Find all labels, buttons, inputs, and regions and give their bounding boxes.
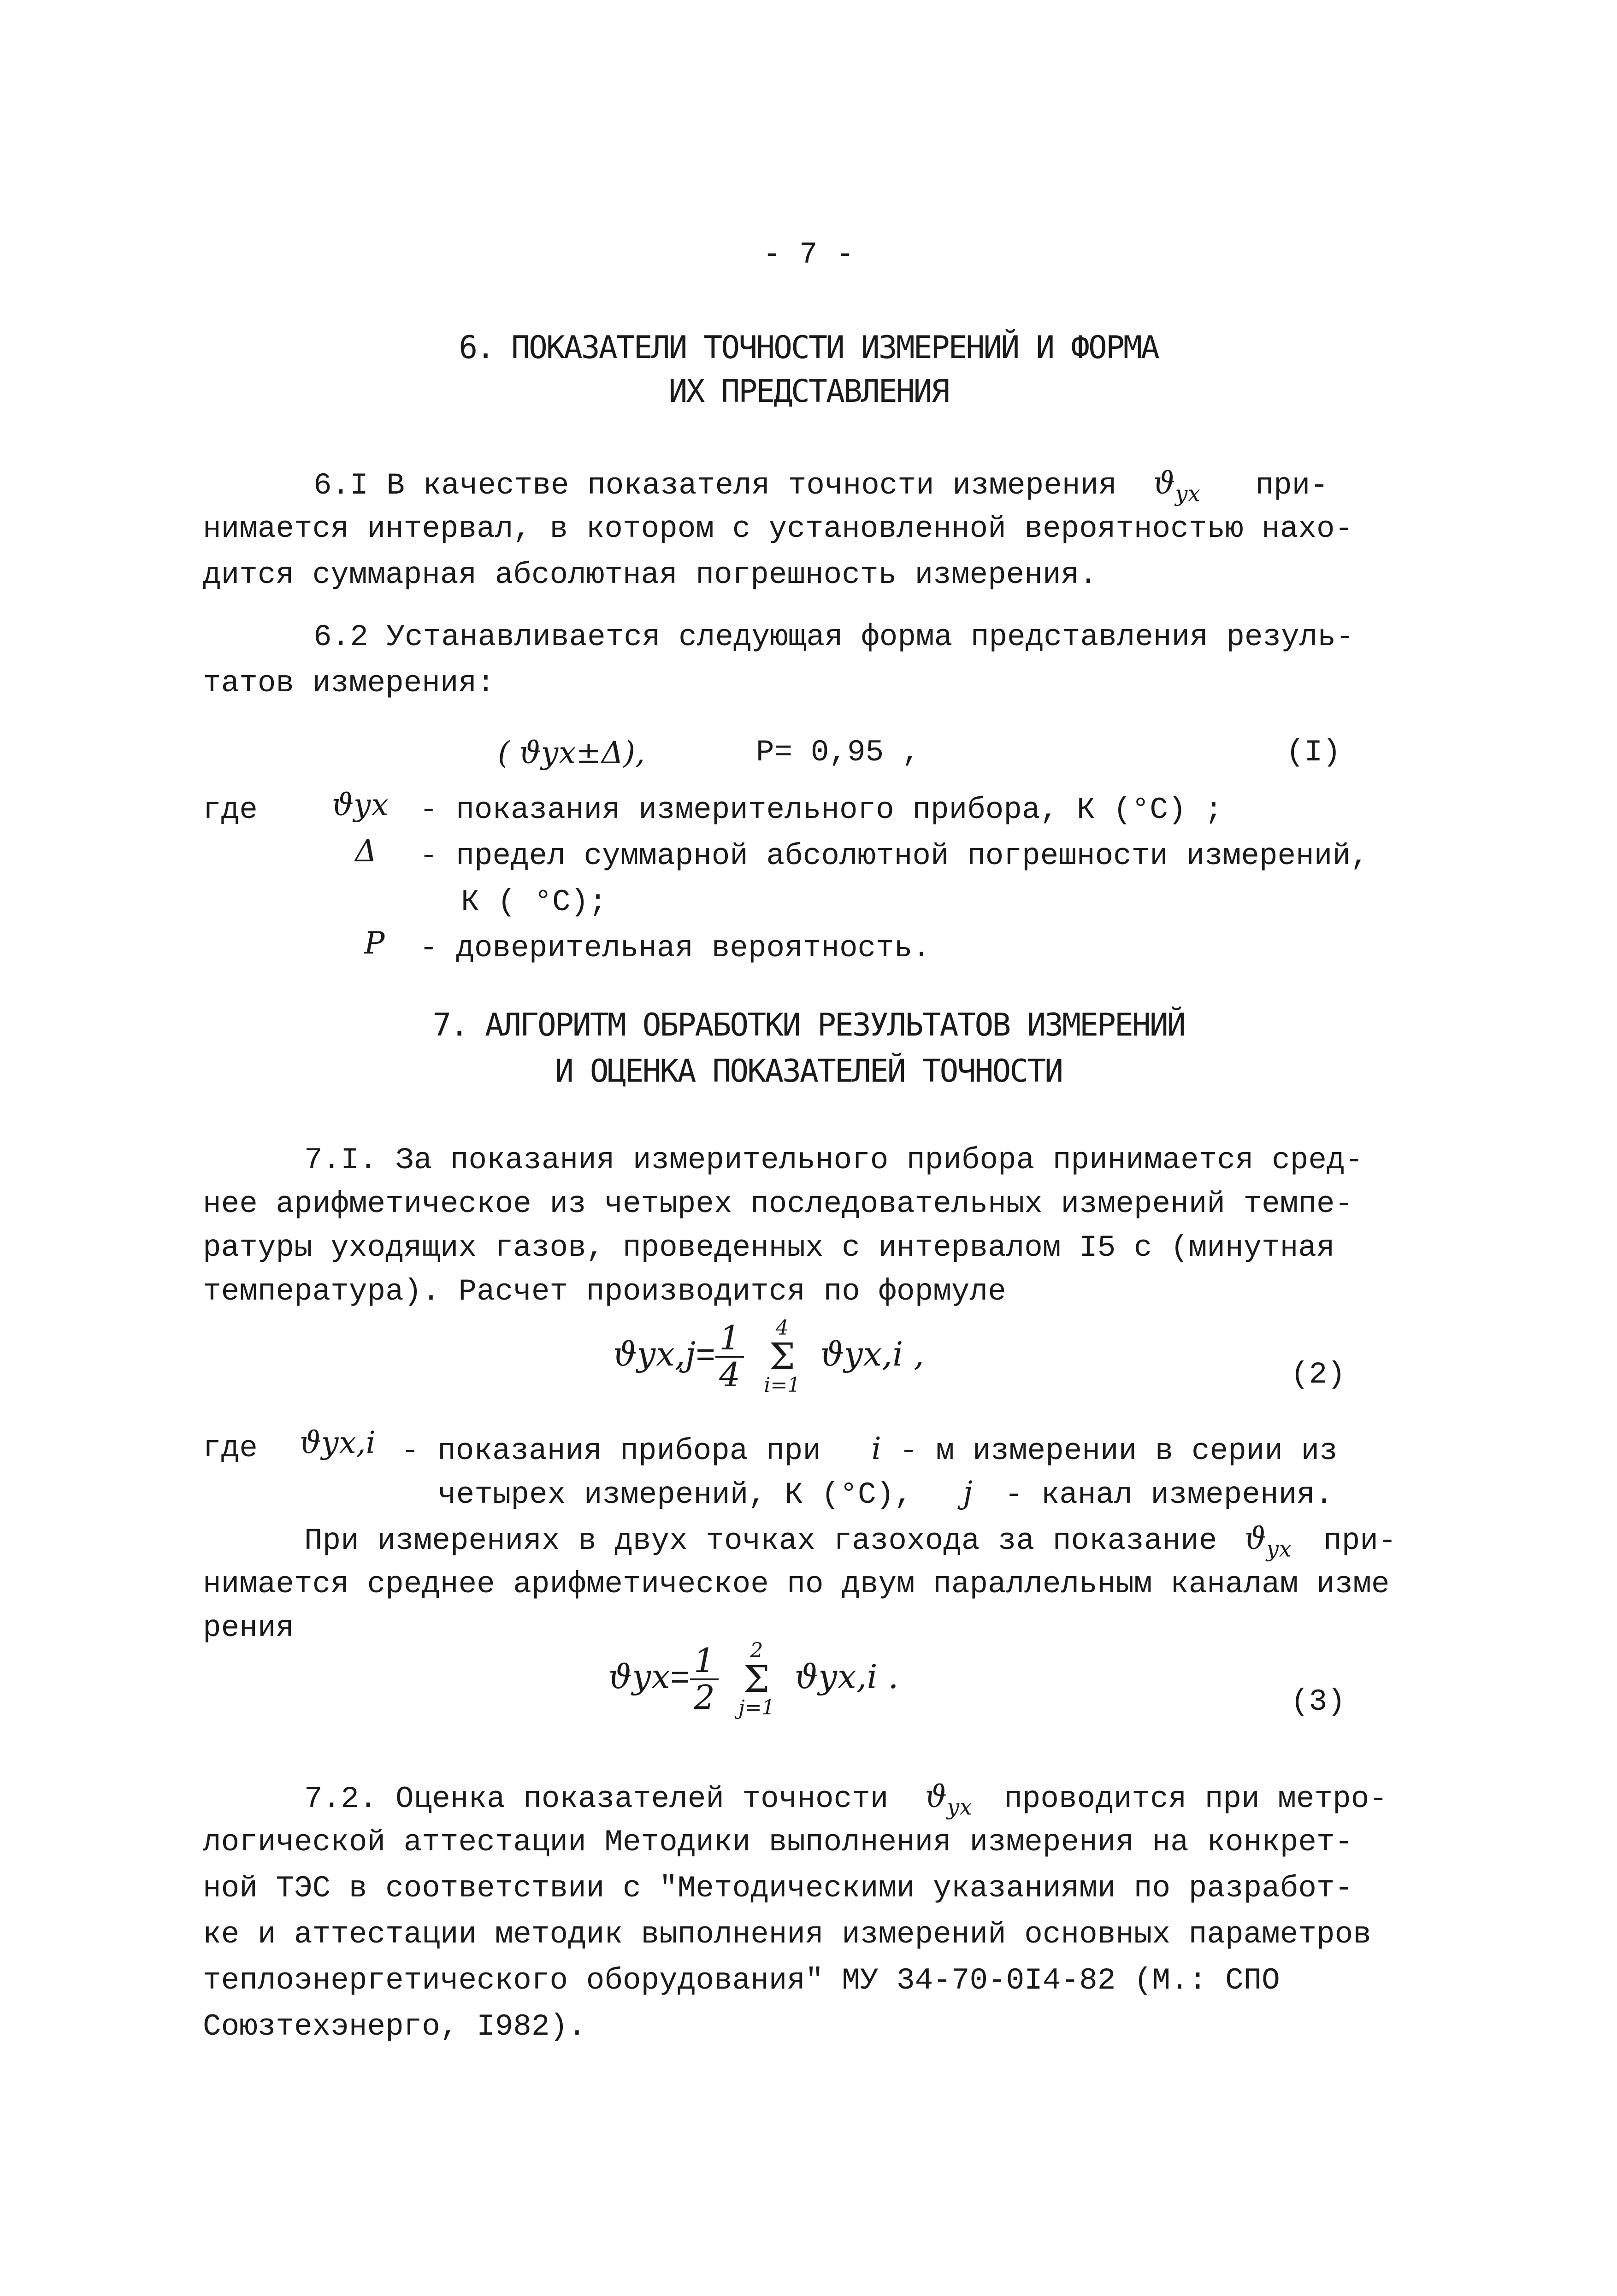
formula-1-expr: ( ϑух±Δ), bbox=[498, 735, 645, 771]
p72-line1-tail: проводится при метро- bbox=[1004, 1782, 1387, 1816]
formula-2-fraction bbox=[715, 1321, 744, 1392]
formula-3-sum bbox=[738, 1641, 775, 1718]
formula-2-sum-top: 4 bbox=[775, 1316, 789, 1340]
def-text-p: - доверительная вероятность. bbox=[419, 931, 931, 965]
p71-line2: нее арифметическое из четырех последовательных измерений темпе- bbox=[203, 1187, 1353, 1221]
formula-3-sum-top: 2 bbox=[750, 1639, 763, 1662]
p72-line1 bbox=[304, 1779, 1387, 1820]
formula-3-term: ϑух,i . bbox=[794, 1657, 899, 1696]
p72-line4: ке и аттестации методик выполнения измерений основных параметров bbox=[203, 1917, 1371, 1952]
p61-line1 bbox=[313, 465, 1328, 507]
formula-2-numerator: 1 bbox=[715, 1321, 744, 1358]
p72-line5: теплоэнергетического оборудования" МУ 34-70-0I4-82 (М.: СПО bbox=[203, 1963, 1280, 1998]
formula-3-eq: = bbox=[670, 1660, 690, 1699]
where2-line1-b: - м измерении в серии из bbox=[899, 1434, 1338, 1468]
p61-line1-text: 6.I В качестве показателя точности измерения bbox=[313, 468, 1117, 503]
p-two-points-line2: нимается среднее арифметическое по двум параллельным каналам изме bbox=[203, 1567, 1390, 1601]
formula-1-probability: P= 0,95 , bbox=[756, 735, 921, 770]
sigma-icon: Σ bbox=[769, 1335, 796, 1378]
theta-yx-symbol-3: $ϑ_{ух}$ bbox=[925, 1779, 972, 1820]
p61-line3: дится суммарная абсолютная погрешность измерения. bbox=[203, 558, 1098, 592]
formula-3-fraction bbox=[690, 1643, 719, 1715]
def-text-delta: - предел суммарной абсолютной погрешности измерений, bbox=[419, 839, 1369, 873]
formula-3-numerator: 1 bbox=[690, 1643, 719, 1680]
where2-line1-sym: i bbox=[871, 1431, 881, 1466]
def-symbol-delta: Δ bbox=[355, 833, 377, 869]
where2-line2 bbox=[438, 1475, 1333, 1512]
p-two-points-line1-text: При измерениях в двух точках газохода за показание bbox=[304, 1524, 1217, 1558]
where2-line2-sym: j bbox=[963, 1475, 973, 1510]
def-text-theta: - показания измерительного прибора, К (°С) ; bbox=[419, 793, 1223, 827]
formula-2-sum-bottom: i=1 bbox=[764, 1373, 801, 1397]
formula-2-sum bbox=[764, 1318, 800, 1395]
formula-3 bbox=[608, 1641, 898, 1718]
sigma-icon: Σ bbox=[744, 1658, 770, 1701]
p72-line6: Союзтехэнерго, I982). bbox=[203, 2009, 586, 2044]
p72-line2: логической аттестации Методики выполнения измерения на конкрет- bbox=[203, 1825, 1353, 1860]
where2-symbol: ϑух,i bbox=[300, 1425, 376, 1460]
def-symbol-p: P bbox=[364, 925, 385, 961]
p61-line1-tail: при- bbox=[1255, 468, 1328, 503]
section-7-title-line1: 7. АЛГОРИТМ ОБРАБОТКИ РЕЗУЛЬТАТОВ ИЗМЕРЕНИЙ bbox=[432, 1007, 1185, 1043]
formula-3-number: (3) bbox=[1291, 1684, 1346, 1719]
p-two-points-line3: рения bbox=[203, 1611, 295, 1645]
section-6-title-line1: 6. ПОКАЗАТЕЛИ ТОЧНОСТИ ИЗМЕРЕНИЙ И ФОРМА bbox=[459, 330, 1158, 366]
formula-3-denominator: 2 bbox=[694, 1678, 715, 1717]
p62-line2: татов измерения: bbox=[203, 666, 495, 701]
p72-line3: ной ТЭС в соответствии с "Методическими указаниями по разработ- bbox=[203, 1871, 1353, 1906]
formula-1-expression bbox=[498, 735, 645, 772]
p61-line2: нимается интервал, в котором с установленной вероятностью нахо- bbox=[203, 512, 1353, 546]
formula-1-number: (I) bbox=[1286, 735, 1341, 770]
where2-line2-a: четырех измерений, К (°С), bbox=[438, 1478, 913, 1512]
p71-line1: 7.I. За показания измерительного прибора принимается сред- bbox=[304, 1143, 1363, 1177]
p62-line1: 6.2 Устанавливается следующая форма представления резуль- bbox=[313, 620, 1354, 654]
formula-3-lhs: ϑух bbox=[608, 1657, 670, 1696]
p71-line3: ратуры уходящих газов, проведенных с интервалом I5 с (минутная bbox=[203, 1230, 1335, 1265]
p-two-points-line1 bbox=[304, 1521, 1397, 1562]
section-6-title-line2: ИХ ПРЕДСТАВЛЕНИЯ bbox=[668, 373, 949, 410]
theta-yx-symbol-2: $ϑ_{ух}$ bbox=[1244, 1521, 1292, 1562]
p71-line4: температура). Расчет производится по формуле bbox=[203, 1274, 1006, 1309]
p72-line1-text: 7.2. Оценка показателей точности bbox=[304, 1782, 889, 1816]
page-number: - 7 - bbox=[762, 237, 855, 272]
formula-2-term: ϑух,i , bbox=[820, 1335, 924, 1374]
def-text-delta-units: К ( °С); bbox=[461, 885, 607, 919]
p-two-points-line1-tail: при- bbox=[1323, 1524, 1397, 1558]
where2-label: где bbox=[203, 1431, 258, 1466]
formula-2-denominator: 4 bbox=[719, 1355, 741, 1394]
where-label: где bbox=[203, 793, 258, 827]
formula-2 bbox=[613, 1318, 924, 1395]
section-7-title-line2: И ОЦЕНКА ПОКАЗАТЕЛЕЙ ТОЧНОСТИ bbox=[555, 1053, 1062, 1089]
formula-2-lhs: ϑух,j bbox=[613, 1335, 696, 1374]
where2-line1-a: - показания прибора при bbox=[401, 1434, 821, 1468]
formula-2-eq: = bbox=[696, 1338, 716, 1376]
where2-line1 bbox=[401, 1431, 1338, 1468]
where2-line2-b: - канал измерения. bbox=[1004, 1478, 1334, 1512]
def-symbol-theta: ϑух bbox=[332, 787, 389, 823]
formula-2-number: (2) bbox=[1291, 1357, 1346, 1392]
theta-yx-symbol: $ϑ_{ух}$ bbox=[1153, 465, 1200, 507]
formula-3-sum-bottom: j=1 bbox=[738, 1696, 775, 1719]
